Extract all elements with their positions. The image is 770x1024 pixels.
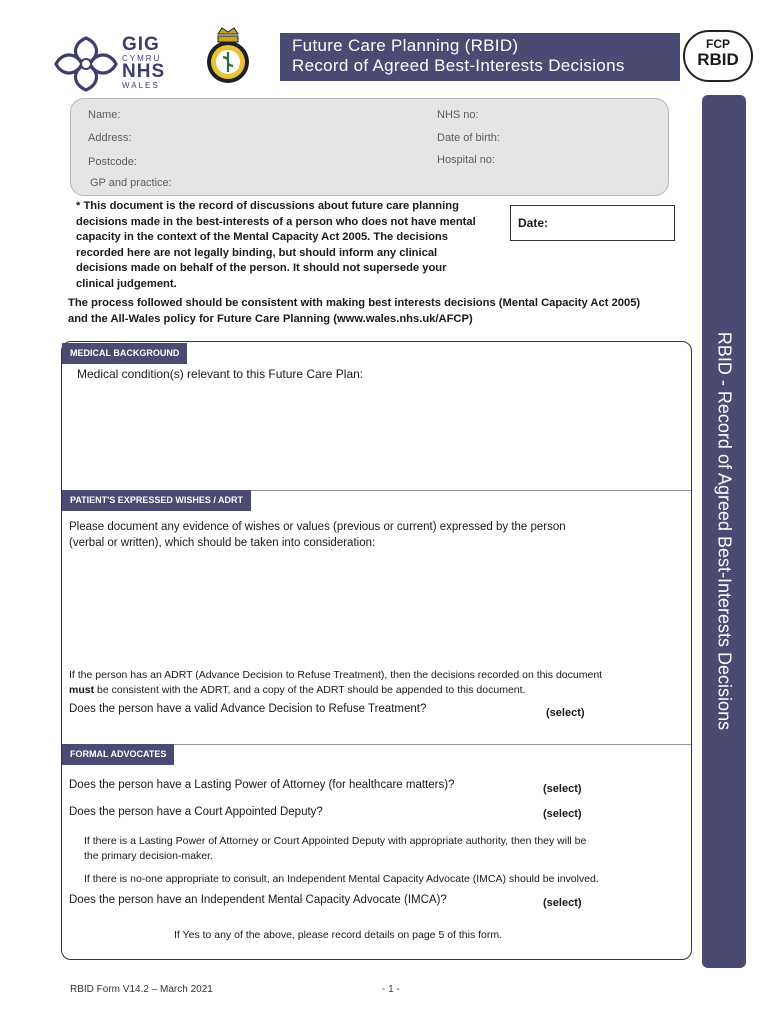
main-form-box [61, 341, 692, 960]
imca-select[interactable]: (select) [543, 897, 582, 909]
nhs-number-field[interactable]: NHS no: [437, 109, 479, 121]
gp-practice-field[interactable]: GP and practice: [90, 177, 172, 189]
intro-line: * This document is the record of discussions about future care planning [76, 200, 459, 212]
formal-advocates-header: FORMAL ADVOCATES [62, 744, 174, 765]
process-line-2: and the All-Wales policy for Future Care Planning (www.wales.nhs.uk/AFCP) [68, 312, 473, 325]
side-tab-text: RBID - Record of Agreed Best-Interests Decisions [714, 331, 735, 731]
lpa-question: Does the person have a Lasting Power of Attorney (for healthcare matters)? [69, 779, 455, 791]
side-tab [702, 95, 746, 968]
medical-condition-input[interactable] [72, 386, 681, 486]
wishes-prompt-line-1: Please document any evidence of wishes or values (previous or current) expressed by the person [69, 521, 566, 533]
wishes-prompt-line-2: (verbal or written), which should be taken into consideration: [69, 537, 376, 549]
medical-condition-prompt: Medical condition(s) relevant to this Future Care Plan: [77, 367, 364, 381]
decision-maker-note-line-2: the primary decision-maker. [84, 850, 213, 862]
date-field[interactable] [510, 205, 675, 241]
badge-fcp: FCP [706, 37, 730, 51]
intro-line: decisions made in the best-interests of a person who does not have mental [76, 215, 476, 228]
name-field[interactable]: Name: [88, 109, 121, 121]
adrt-note-line-1: If the person has an ADRT (Advance Decision to Refuse Treatment), then the decisions recorded on this document [69, 669, 603, 681]
page-5-note: If Yes to any of the above, please record details on page 5 of this form. [174, 929, 503, 941]
adrt-note-line-2-rest: be consistent with the ADRT, and a copy of the ADRT should be appended to this document. [94, 684, 526, 696]
badge-rbid: RBID [697, 50, 739, 69]
page-number: - 1 - [382, 984, 400, 995]
form-version: RBID Form V14.2 – March 2021 [70, 984, 213, 995]
postcode-field[interactable]: Postcode: [88, 156, 137, 168]
deputy-select[interactable]: (select) [543, 808, 582, 820]
process-line-1: The process followed should be consistent with making best interests decisions (Mental Capacity Act 2005) [68, 297, 641, 309]
decision-maker-note-line-1: If there is a Lasting Power of Attorney or Court Appointed Deputy with appropriate authority, then they will be [84, 835, 587, 847]
nhs-wales-knot-logo [52, 34, 120, 94]
form-title-banner [280, 33, 680, 81]
date-label: Date: [518, 216, 549, 230]
intro-line: clinical judgement. [76, 277, 177, 290]
adrt-question: Does the person have a valid Advance Decision to Refuse Treatment? [69, 703, 427, 715]
date-of-birth-field[interactable]: Date of birth: [437, 132, 500, 144]
crest-emblem [200, 26, 256, 88]
patient-wishes-header: PATIENT'S EXPRESSED WISHES / ADRT [62, 490, 251, 511]
logo-nhs: NHS [122, 61, 166, 82]
intro-line: recorded here are not legally binding, but should inform any clinical [76, 246, 438, 259]
adrt-must: must [69, 684, 95, 696]
imca-question: Does the person have an Independent Mental Capacity Advocate (IMCA)? [69, 894, 447, 906]
logo-wales: WALES [122, 81, 160, 90]
intro-line: decisions made on behalf of the person. It should not supersede your [76, 262, 447, 274]
intro-line: capacity in the context of the Mental Capacity Act 2005. The decisions [76, 231, 448, 243]
form-subtitle: Record of Agreed Best-Interests Decisions [292, 56, 625, 75]
adrt-select[interactable]: (select) [546, 707, 585, 719]
process-statement [68, 296, 688, 327]
medical-background-header: MEDICAL BACKGROUND [62, 343, 187, 364]
imca-note: If there is no-one appropriate to consult, an Independent Mental Capacity Advocate (IMCA) should be involved. [84, 873, 599, 885]
logo-cymru: CYMRU [122, 54, 162, 63]
fcp-rbid-badge [683, 30, 753, 82]
lpa-select[interactable]: (select) [543, 783, 582, 795]
nhs-wales-logo-text [122, 36, 182, 90]
adrt-note-line-2 [69, 683, 525, 698]
address-field[interactable]: Address: [88, 132, 132, 144]
wishes-input[interactable] [69, 556, 681, 656]
hospital-number-field[interactable]: Hospital no: [437, 154, 496, 166]
form-title: Future Care Planning (RBID) [292, 36, 519, 55]
intro-statement [76, 199, 506, 292]
deputy-question: Does the person have a Court Appointed Deputy? [69, 806, 323, 818]
patient-details-box [70, 98, 669, 196]
logo-gig: GIG [122, 34, 160, 55]
